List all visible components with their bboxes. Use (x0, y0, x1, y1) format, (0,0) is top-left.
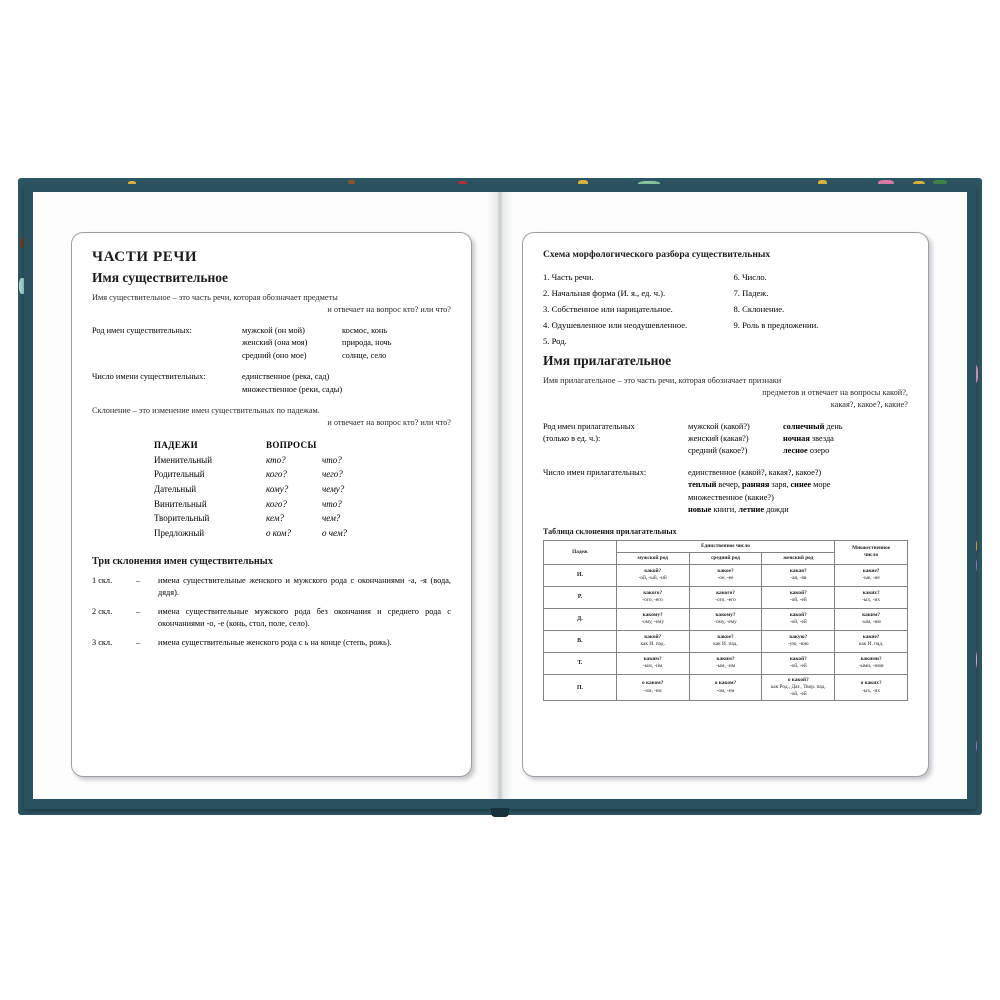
cases-table-header (154, 438, 451, 453)
noun-number-row (92, 371, 451, 383)
cell-ending: -ой, -ей (789, 597, 807, 604)
cell-question: какое? (717, 634, 734, 641)
spacer (92, 337, 242, 349)
noun-gender-form-2: средний (оно мое) (242, 350, 307, 360)
table-cell-p (835, 652, 908, 674)
cell-question: какого? (716, 590, 735, 597)
adjective-example-bold: новые (688, 505, 712, 515)
adjective-gender-example-0 (783, 421, 908, 433)
adjective-gender-example-1 (783, 433, 908, 445)
table-cell-m (616, 630, 689, 652)
declension-item (92, 575, 451, 599)
cell-question: какую? (789, 634, 808, 641)
case-question-animate: кого? (266, 469, 287, 480)
adjective-definition-line-3: какая?, какое?, какие? (830, 400, 908, 410)
noun-gender-row (92, 325, 451, 337)
table-cell-n (689, 652, 762, 674)
table-cell-p (835, 564, 908, 586)
spacer (543, 479, 688, 491)
cell-ending: -ых, -их (862, 597, 881, 604)
morph-scheme (543, 270, 908, 349)
declension-number: 3 скл. (92, 638, 113, 648)
adjective-gender-row (543, 421, 908, 433)
table-row (544, 674, 908, 700)
morph-scheme-item: 7. Падеж. (733, 287, 769, 298)
table-cell-n (689, 674, 762, 700)
adjective-number-row (543, 492, 908, 504)
cases-table-row (154, 482, 451, 497)
adjective-number-block (543, 467, 908, 517)
cell-ending: -ую, -юю (787, 641, 809, 648)
noun-gender-form-0: мужской (он мой) (242, 326, 305, 336)
cell-ending: -ой, -ей (789, 619, 807, 626)
table-cell-f (762, 630, 835, 652)
case-name: Предложный (154, 527, 205, 538)
cases-table-body (154, 453, 451, 540)
cases-header-questions: ВОПРОСЫ (266, 440, 317, 451)
cell-question: о какой? (787, 676, 809, 683)
table-cell-m (616, 652, 689, 674)
adjective-example-rest-1: звезда (811, 433, 834, 443)
adjective-gender-block (543, 421, 908, 458)
cell-question: какого? (643, 590, 663, 597)
cell-question: какому? (715, 612, 736, 619)
cell-ending: как И. пад. (858, 641, 884, 648)
adjective-number-line-4 (688, 504, 908, 516)
adjective-example-bold: синее (790, 480, 812, 490)
declension-number: 1 скл. (92, 576, 113, 586)
case-name: Дательный (154, 483, 197, 494)
book-cover (24, 184, 976, 809)
adjective-gender-label-1: Род имен прилагательных (543, 421, 635, 431)
spacer (543, 504, 688, 516)
cases-table-row (154, 453, 451, 468)
table-cell-n (689, 586, 762, 608)
morph-scheme-column-1 (543, 270, 718, 349)
cell-ending: -ого, -его (715, 597, 736, 604)
adjective-gender-form-0: мужской (какой?) (688, 421, 750, 431)
cell-ending: -ой, -ый, -ий (638, 575, 667, 582)
three-declensions-list (92, 575, 451, 649)
morph-scheme-item: 8. Склонение. (733, 303, 785, 314)
adjective-heading: Имя прилагательное (543, 353, 672, 369)
cell-ending: -ой, -ей (789, 663, 807, 670)
declension-definition (92, 405, 451, 429)
cell-question: какой? (789, 612, 807, 619)
adjective-example-rest: заря, (769, 480, 791, 490)
adjective-number-row (543, 467, 908, 479)
spacer (543, 445, 688, 457)
cell-question: каких? (862, 590, 880, 597)
noun-gender-block (92, 325, 451, 362)
th-masculine: мужской род (616, 552, 689, 564)
noun-gender-row (92, 337, 451, 349)
noun-gender-row (92, 350, 451, 362)
morph-scheme-column-2 (734, 270, 909, 349)
table-cell-n (689, 564, 762, 586)
cell-question: какому? (642, 612, 663, 619)
cell-ending: как Род., Дат., Твор. пад. (770, 683, 826, 690)
spacer (543, 492, 688, 504)
noun-number-value-0: единственное (река, сад) (242, 372, 330, 382)
morph-scheme-item: 2. Начальная форма (И. я., ед. ч.). (543, 287, 666, 298)
table-cell-m (616, 674, 689, 700)
adjective-table-body (544, 564, 908, 700)
morph-scheme-item: 5. Род. (543, 335, 567, 346)
th-case: Падеж (544, 540, 617, 564)
adjective-example-bold: теплый (688, 480, 717, 490)
morph-scheme-item: 4. Одушевленное или неодушевленное. (543, 319, 688, 330)
table-cell-p (835, 608, 908, 630)
adjective-definition-line-2: предметов и отвечает на вопросы какой?, (762, 388, 908, 398)
table-cell-f (762, 652, 835, 674)
th-plural-line-2: число (864, 552, 879, 559)
adjective-declension-table (543, 540, 908, 702)
cell-question: о каком? (714, 680, 737, 687)
cell-question: о каких? (860, 680, 882, 687)
th-plural (835, 540, 908, 564)
adjective-number-line-3: множественное (какие?) (688, 492, 774, 502)
book-spine-notch (491, 808, 509, 817)
case-question-animate: кем? (266, 513, 284, 524)
declension-item (92, 637, 451, 649)
cell-ending: -ой, -ей (789, 691, 807, 698)
cell-ending: -ому, -ему (714, 619, 737, 626)
table-header-row (544, 540, 908, 552)
cell-question: какой? (644, 568, 662, 575)
case-question-animate: о ком? (266, 527, 292, 538)
spacer (92, 350, 242, 362)
declension-dash: – (136, 607, 141, 617)
adjective-number-line-1: единственное (какой?, какая?, какое?) (688, 467, 822, 477)
table-cell-f (762, 674, 835, 700)
cell-ending: как И. пад. (713, 641, 738, 648)
table-row (544, 652, 908, 674)
left-page-frame (71, 232, 472, 777)
cell-ending: -ыми, -ими (858, 663, 884, 670)
adjective-number-line-2 (688, 479, 908, 491)
table-row (544, 586, 908, 608)
noun-definition (92, 292, 451, 316)
cases-table (154, 438, 451, 540)
table-cell-f (762, 564, 835, 586)
declension-dash: – (136, 576, 141, 586)
spacer (92, 384, 242, 396)
noun-definition-line-1: Имя существительное – это часть речи, которая обозначает предметы (92, 293, 338, 302)
page-title: ЧАСТИ РЕЧИ (92, 249, 198, 265)
cell-question: какие? (862, 634, 880, 641)
cell-question: какие? (862, 568, 880, 575)
three-declensions-block (92, 556, 451, 649)
noun-number-block (92, 371, 451, 396)
noun-number-label: Число имени существительных: (92, 372, 206, 382)
cell-ending: -ому, -ему (641, 619, 664, 626)
right-page (500, 192, 967, 799)
adjective-example-bold-1: ночная (783, 433, 810, 443)
cases-table-row (154, 497, 451, 512)
cell-question: какая? (789, 568, 807, 575)
noun-number-row (92, 384, 451, 396)
table-cell-case: Т. (544, 652, 617, 674)
adjective-example-rest: дожди (764, 505, 789, 515)
noun-gender-form-1: женский (она моя) (242, 338, 308, 348)
cell-question: какой? (644, 634, 662, 641)
case-question-animate: кому? (266, 483, 289, 494)
case-name: Именительный (154, 454, 213, 465)
th-feminine: женский род (762, 552, 835, 564)
morph-scheme-title: Схема морфологического разбора существительных (543, 249, 771, 260)
cases-table-row (154, 526, 451, 541)
table-cell-p (835, 630, 908, 652)
table-cell-m (616, 586, 689, 608)
adjective-gender-example-2 (783, 445, 908, 457)
table-cell-n (689, 608, 762, 630)
cell-ending: -ая, -яя (790, 575, 807, 582)
adjective-example-bold-2: лесное (783, 446, 808, 456)
declension-text: имена существительные женского и мужского рода с окончаниями -а, -я (вода, дядя). (158, 576, 451, 598)
table-row (544, 564, 908, 586)
morph-scheme-item: 6. Число. (733, 272, 767, 282)
adjective-gender-form-1: женский (какая?) (688, 433, 749, 443)
cell-question: какое? (717, 568, 734, 575)
declension-text: имена существительные женского рода с ь на конце (степь, рожь). (158, 638, 392, 648)
noun-gender-example-1: природа, ночь (342, 338, 392, 348)
cell-ending: -ое, -ее (717, 575, 734, 582)
adjective-example-rest: море (811, 480, 831, 490)
cell-ending: как И. пад. (640, 641, 665, 648)
table-row (544, 608, 908, 630)
case-name: Родительный (154, 469, 205, 480)
page-spread (33, 192, 967, 799)
table-cell-case: В. (544, 630, 617, 652)
table-cell-p (835, 586, 908, 608)
case-question-inanimate: что? (322, 454, 342, 465)
cell-question: какой? (789, 590, 807, 597)
adjective-definition (543, 375, 908, 411)
th-plural-line-1: Множественное (852, 545, 891, 552)
table-cell-f (762, 586, 835, 608)
table-cell-case: П. (544, 674, 617, 700)
noun-gender-example-2: солнце, село (342, 350, 387, 360)
declension-definition-line-2: и отвечает на вопрос кто? или что? (327, 418, 451, 428)
case-question-inanimate: чего? (322, 469, 343, 480)
cell-question: какими? (860, 656, 882, 663)
left-page (33, 192, 500, 799)
adjective-example-bold: ранняя (742, 480, 770, 490)
declension-dash: – (136, 638, 141, 648)
adjective-definition-line-1: Имя прилагательное – это часть речи, которая обозначает признаки (543, 376, 782, 386)
case-question-animate: кто? (266, 454, 286, 465)
adjective-number-label: Число имен прилагательных: (543, 467, 647, 477)
adjective-example-rest: вечер, (716, 480, 743, 490)
adjective-number-row (543, 479, 908, 491)
cell-question: каким? (716, 656, 735, 663)
cell-ending: -ым, -им (643, 663, 663, 670)
case-name: Творительный (154, 513, 210, 524)
table-cell-case: И. (544, 564, 617, 586)
cell-ending: -ым, -им (861, 619, 881, 626)
morph-scheme-item: 9. Роль в предложении. (733, 319, 819, 330)
adjective-gender-form-2: средний (какое?) (688, 446, 748, 456)
three-declensions-title: Три склонения имен существительных (92, 556, 273, 568)
case-name: Винительный (154, 498, 207, 509)
noun-gender-label: Род имен существительных: (92, 326, 192, 336)
noun-gender-example-0: космос, конь (342, 326, 388, 336)
declension-text: имена существительные мужского рода без окончания и среднего рода с окончаниями -о, -е (конь, стол, поле, село). (158, 607, 451, 629)
declension-definition-line-1: Склонение – это изменение имен существительных по падежам. (92, 406, 320, 416)
th-neuter: средний род (689, 552, 762, 564)
cases-header-cases: ПАДЕЖИ (154, 440, 198, 451)
adjective-table-title: Таблица склонения прилагательных (543, 526, 677, 536)
table-cell-m (616, 564, 689, 586)
open-book (18, 178, 982, 815)
adjective-gender-row (543, 433, 908, 445)
case-question-animate: кого? (266, 498, 287, 509)
noun-heading: Имя существительное (92, 270, 229, 285)
table-cell-n (689, 630, 762, 652)
adjective-example-rest-2: озеро (809, 446, 830, 456)
table-cell-case: Р. (544, 586, 617, 608)
table-cell-p (835, 674, 908, 700)
cell-ending: -ые, -ие (862, 575, 880, 582)
adjective-table-head (544, 540, 908, 564)
cell-question: каким? (643, 656, 662, 663)
adjective-gender-label-2: (только в ед. ч.): (543, 433, 601, 443)
case-question-inanimate: чем? (322, 513, 341, 524)
adjective-example-bold: летние (738, 505, 765, 515)
case-question-inanimate: о чем? (322, 527, 348, 538)
adjective-example-rest-0: день (826, 421, 843, 431)
declension-number: 2 скл. (92, 607, 113, 617)
adjective-number-row (543, 504, 908, 516)
cell-question: какой? (789, 656, 807, 663)
cases-table-row (154, 511, 451, 526)
cell-ending: -ым, -им (715, 663, 736, 670)
table-cell-case: Д. (544, 608, 617, 630)
th-singular: Единственное число (616, 540, 834, 552)
adjective-example-bold-0: солнечный (783, 421, 825, 431)
noun-definition-line-2: и отвечает на вопрос кто? или что? (327, 305, 451, 315)
right-page-frame (522, 232, 929, 777)
cell-question: каким? (862, 612, 881, 619)
adjective-gender-row (543, 445, 908, 457)
morph-scheme-item: 3. Собственное или нарицательное. (543, 303, 673, 314)
cell-question: о каком? (642, 680, 664, 687)
case-question-inanimate: что? (322, 498, 342, 509)
case-question-inanimate: чему? (322, 483, 345, 494)
table-cell-f (762, 608, 835, 630)
adjective-example-rest: книги, (711, 505, 739, 515)
noun-number-value-1: множественное (реки, сады) (242, 384, 343, 394)
cell-ending: -ом, -ем (716, 687, 735, 694)
morph-scheme-item: 1. Часть речи. (543, 272, 594, 282)
table-row (544, 630, 908, 652)
cell-ending: -ых, -их (862, 687, 881, 694)
cases-table-row (154, 467, 451, 482)
table-cell-m (616, 608, 689, 630)
cell-ending: -ом, -ем (643, 687, 662, 694)
cell-ending: -ого, -его (642, 597, 663, 604)
declension-item (92, 606, 451, 630)
